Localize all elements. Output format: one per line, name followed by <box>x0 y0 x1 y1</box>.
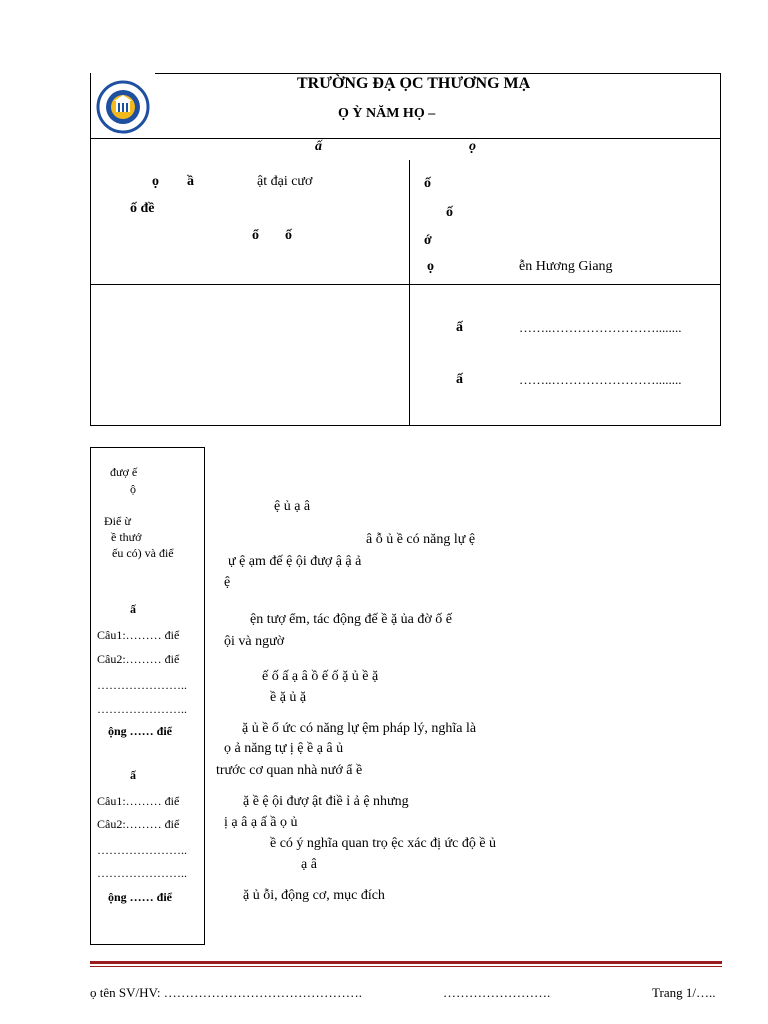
student-id-label: ố <box>424 176 431 191</box>
body-line: â ỗ ủ ề có năng lự ệ <box>366 532 476 547</box>
body-line: ội và ngườ <box>224 634 285 649</box>
lecturer-label: ọ <box>427 259 434 274</box>
grader1-title: ấ <box>130 602 136 616</box>
school-logo <box>96 80 150 134</box>
grader1-dots-2: ………………….. <box>97 702 187 716</box>
school-name: TRƯỜNG ĐẠ ỌC THƯƠNG MẠ <box>297 75 531 92</box>
footer-student: ọ tên SV/HV: ………………………………………. <box>90 985 363 1000</box>
body-line: ệ ủ ạ â <box>274 499 311 514</box>
footer-dots: ……………………. <box>443 985 551 1000</box>
logo-border-gap <box>91 70 155 76</box>
body-line: ặ ủ ề ổ ức có năng lự ệm pháp lý, nghĩa là <box>242 721 477 736</box>
exam-period: Ọ Ỳ NĂM HỌ – <box>338 106 436 121</box>
grader2-q2: Câu2:……… điể <box>97 817 180 831</box>
grader1-q2: Câu2:……… điể <box>97 652 180 666</box>
score-box-text: ộ <box>130 482 136 496</box>
subject-label-b: ầ <box>187 174 194 189</box>
signature-line-2: ……..……………………........ <box>519 372 682 387</box>
body-line: ạ â <box>301 857 317 872</box>
grader2-dots-2: ………………….. <box>97 866 187 880</box>
body-line: ề ặ ủ ặ <box>270 690 307 705</box>
body-line: ự ệ ạm đế ệ ội đượ ậ ậ ả <box>228 554 362 569</box>
grader1-total: ộng …… điể <box>108 724 173 738</box>
number-label: ố <box>446 205 453 220</box>
subject-label: ọ <box>152 174 159 189</box>
total-label-b: ố <box>285 228 292 243</box>
body-line: ặ ủ ỗi, động cơ, mục đích <box>243 888 385 903</box>
total-label-a: ổ <box>252 228 259 243</box>
signature-line-1: ……..……………………........ <box>519 320 682 335</box>
footer-rule-thin <box>90 966 722 967</box>
body-line: ọ ả năng tự ị ệ ề ạ â ủ <box>224 741 344 756</box>
grader2-title: ấ <box>130 768 136 782</box>
body-line: ện tượ ểm, tác động đế ề ặ ủa đờ ố ế <box>250 612 452 627</box>
subject-name: ật đại cươ <box>257 174 313 189</box>
page-number: Trang 1/….. <box>652 985 716 1000</box>
lecturer-name: ễn Hương Giang <box>519 259 613 274</box>
score-box-text: ếu có) và điể <box>112 546 174 560</box>
body-line: trước cơ quan nhà nướ ẩ ề <box>216 763 363 778</box>
signature-label-1: ấ <box>456 320 463 335</box>
body-line: ế ố ấ ạ â ồ ế ố ặ ủ ề ặ <box>262 669 379 684</box>
body-line: ặ ề ệ ội đượ ật điề ỉ ả ệ nhưng <box>243 794 409 809</box>
grader2-total: ộng …… điể <box>108 890 173 904</box>
exam-divider <box>90 284 721 285</box>
grader1-dots-1: ………………….. <box>97 678 187 692</box>
signature-label-2: ấ <box>456 372 463 387</box>
exam-code-label: ố đề <box>130 201 155 216</box>
grader2-q1: Câu1:……… điể <box>97 794 180 808</box>
body-line: ề có ý nghĩa quan trọ ệc xác đị ức độ ề ủ <box>270 836 497 851</box>
body-line: ị ạ â ạ ấ ầ ọ ủ <box>224 815 298 830</box>
score-box-text: ề thướ <box>111 530 142 544</box>
footer-rule-thick <box>90 961 722 964</box>
body-line: ệ <box>224 575 231 590</box>
class-label: ớ <box>424 233 432 248</box>
score-box-text: Điể ừ <box>104 514 131 528</box>
grader2-dots-1: ………………….. <box>97 843 187 857</box>
score-box-text: đượ ế <box>110 465 138 479</box>
header-divider <box>90 138 721 139</box>
info-label-right: ọ <box>469 139 476 154</box>
grader1-q1: Câu1:……… điể <box>97 628 180 642</box>
column-divider <box>409 160 410 426</box>
info-label-left: ấ <box>315 139 322 154</box>
